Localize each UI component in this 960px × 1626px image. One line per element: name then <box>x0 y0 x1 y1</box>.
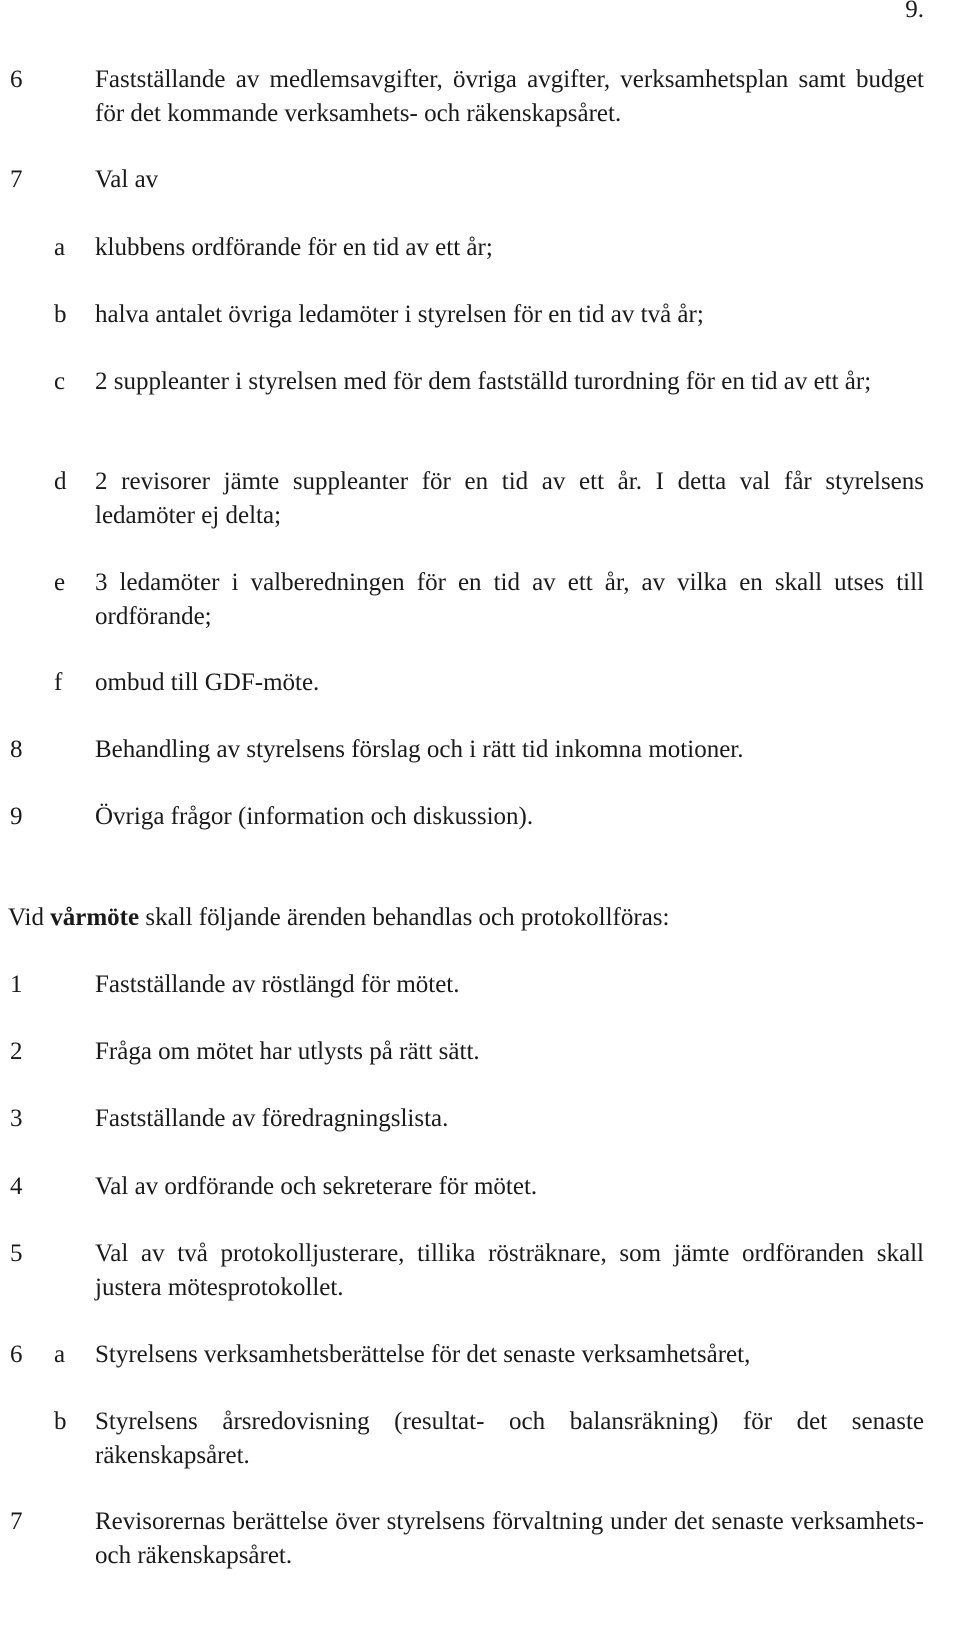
item-text: Revisorernas berättelse över styrelsens förvaltning under det senaste verksamhets- och räkenskapsåret. <box>95 1508 924 1569</box>
item-text: Fastställande av föredragningslista. <box>95 1105 449 1132</box>
item-text: Styrelsens årsredovisning (resultat- och balansräkning) för det senaste räkenskapsåret. <box>95 1408 924 1469</box>
item-text: Övriga frågor (information och diskussion). <box>95 803 534 830</box>
item-number: 5 <box>10 1240 23 1267</box>
item-text: ombud till GDF-möte. <box>95 669 320 696</box>
item-number: 1 <box>10 971 23 998</box>
item-number: 6 <box>10 66 23 93</box>
item-text: Fastställande av medlemsavgifter, övriga avgifter, verksamhetsplan samt budget för det kommande verksamhets- och räkenskapsåret. <box>95 66 924 127</box>
item-number: 9 <box>10 803 23 830</box>
item-letter: a <box>54 234 66 261</box>
intro-text-before: Vid <box>8 904 51 931</box>
item-letter: c <box>54 368 66 395</box>
item-letter: d <box>54 468 67 495</box>
item-letter: e <box>54 569 66 596</box>
intro-bold-term: vårmöte <box>50 904 140 931</box>
section-intro <box>8 901 924 935</box>
item-number: 4 <box>10 1173 23 1200</box>
item-number: 7 <box>10 166 23 193</box>
item-text: Behandling av styrelsens förslag och i rätt tid inkomna motioner. <box>95 736 744 763</box>
item-text: Styrelsens verksamhetsberättelse för det senaste verksamhetsåret, <box>95 1341 751 1368</box>
item-text: Fastställande av röstlängd för mötet. <box>95 971 460 998</box>
item-number: 6 <box>10 1341 23 1368</box>
item-letter: b <box>54 1408 67 1435</box>
item-text: Val av ordförande och sekreterare för mötet. <box>95 1173 538 1200</box>
item-number: 7 <box>10 1508 23 1535</box>
item-text: Fråga om mötet har utlysts på rätt sätt. <box>95 1038 480 1065</box>
item-text: Val av två protokolljusterare, tillika rösträknare, som jämte ordföranden skall justera mötesprotokollet. <box>95 1240 924 1301</box>
intro-text-after: skall följande ärenden behandlas och protokollföras: <box>139 904 670 931</box>
item-text: 2 suppleanter i styrelsen med för dem fastställd turordning för en tid av ett år; <box>95 368 872 395</box>
item-text: 2 revisorer jämte suppleanter för en tid av ett år. I detta val får styrelsens ledamöter ej delta; <box>95 468 924 529</box>
item-number: 3 <box>10 1105 23 1132</box>
item-text: 3 ledamöter i valberedningen för en tid av ett år, av vilka en skall utses till ordförande; <box>95 569 924 630</box>
page-number: 9. <box>905 0 924 23</box>
item-text: Val av <box>95 166 159 193</box>
item-number: 8 <box>10 736 23 763</box>
item-letter: a <box>54 1341 66 1368</box>
item-text: halva antalet övriga ledamöter i styrelsen för en tid av två år; <box>95 301 704 328</box>
item-letter: f <box>54 669 63 696</box>
item-text: klubbens ordförande för en tid av ett år; <box>95 234 493 261</box>
item-number: 2 <box>10 1038 23 1065</box>
item-letter: b <box>54 301 67 328</box>
